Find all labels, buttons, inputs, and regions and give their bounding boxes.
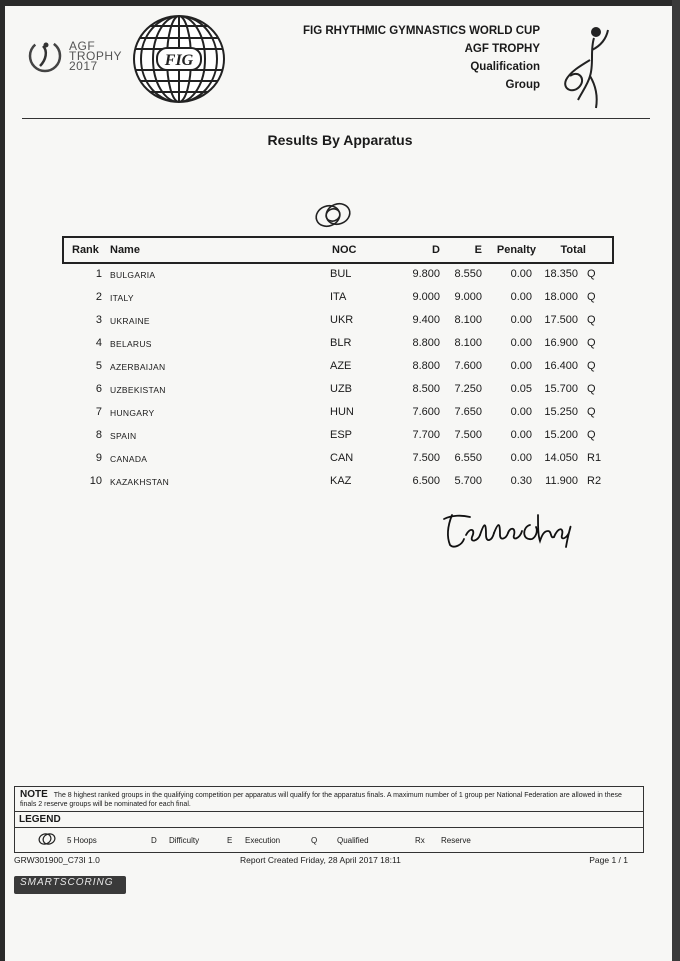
noc-cell: BUL [330,268,352,280]
note-section [15,787,643,812]
noc-cell: HUN [330,406,354,418]
difficulty-cell: 7.500 [412,452,440,464]
hoops-icon [37,832,57,848]
note-legend-box [14,786,644,853]
team-name-cell: CANADA [110,454,148,464]
execution-cell: 7.600 [454,360,482,372]
table-row [62,333,614,356]
legend-label-difficulty: Difficulty [169,836,200,845]
team-name-cell: BELARUS [110,339,152,349]
fig-logo [132,14,226,109]
qualification-cell: R1 [587,452,602,464]
event-name: AGF TROPHY [464,43,540,55]
total-cell: 15.250 [544,406,578,418]
noc-cell: AZE [330,360,352,372]
team-name-cell: KAZAKHSTAN [110,477,170,487]
agf-logo-line: TROPHY [69,49,123,63]
legend-label-hoops: 5 Hoops [67,836,97,845]
table-row [62,310,614,333]
legend-row [15,827,643,852]
scan-border-top [0,0,680,6]
execution-cell: 8.100 [454,337,482,349]
rank-cell: 8 [95,429,102,441]
difficulty-cell: 9.800 [412,268,440,280]
report-title: Results By Apparatus [267,132,413,148]
execution-cell: 7.500 [454,429,482,441]
rank-cell: 5 [95,360,102,372]
difficulty-cell: 8.500 [412,383,440,395]
fig-logo-text: FIG [164,52,194,69]
table-row [62,448,614,471]
agf-logo-line: AGF [69,39,96,53]
legend-label-qualified: Qualified [337,836,369,845]
difficulty-cell: 9.000 [412,291,440,303]
gymnast-ribbon-logo [560,20,614,121]
page-number: Page 1 / 1 [589,855,628,865]
qualification-cell: Q [587,383,596,395]
note-text: The 8 highest ranked groups in the qualifying competition per apparatus will qualify for the apparatus finals. A maximum number of 1 group per National Federation are allowed in these finals 2 reserve groups will be nominated for each final. [20,792,622,808]
table-header [62,236,614,264]
noc-cell: UZB [330,383,352,395]
team-name-cell: BULGARIA [110,270,156,280]
hoops-icon [312,200,354,235]
execution-cell: 6.550 [454,452,482,464]
rank-cell: 1 [95,268,102,280]
execution-cell: 8.100 [454,314,482,326]
total-cell: 11.900 [545,475,578,487]
penalty-cell: 0.05 [510,383,532,395]
total-cell: 18.350 [544,268,578,280]
penalty-cell: 0.00 [510,429,532,441]
table-row [62,379,614,402]
rank-cell: 4 [95,337,102,349]
legend-key-q: Q [311,836,318,845]
table-row [62,264,614,287]
category-name: Group [505,79,540,91]
note-label: NOTE [20,789,48,800]
penalty-cell: 0.00 [510,360,532,372]
agf-logo-line: 2017 [69,59,98,73]
header-divider [22,118,650,119]
total-cell: 16.400 [544,360,578,372]
agf-logo-text [69,41,122,71]
noc-cell: KAZ [330,475,352,487]
legend-label-execution: Execution [245,836,281,845]
total-cell: 15.700 [544,383,578,395]
team-name-cell: UKRAINE [110,316,150,326]
noc-cell: ESP [330,429,353,441]
execution-cell: 7.650 [454,406,482,418]
report-code: GRW301900_C73I 1.0 [14,855,100,865]
legend-label-reserve: Reserve [441,836,471,845]
table-row [62,402,614,425]
penalty-cell: 0.00 [510,291,532,303]
report-created: Report Created Friday, 28 April 2017 18:11 [240,855,401,865]
qualification-cell: Q [587,337,596,349]
agf-trophy-logo [25,36,125,80]
qualification-cell: Q [587,406,596,418]
difficulty-cell: 9.400 [412,314,440,326]
qualification-cell: Q [587,291,596,303]
total-cell: 15.200 [544,429,578,441]
execution-cell: 5.700 [454,475,482,487]
team-name-cell: HUNGARY [110,408,155,418]
table-row [62,425,614,448]
team-name-cell: UZBEKISTAN [110,385,166,395]
team-name-cell: AZERBAIJAN [110,362,166,372]
competition-header [303,22,540,94]
header-name: Name [110,244,140,256]
total-cell: 17.500 [544,314,578,326]
qualification-cell: Q [587,360,596,372]
penalty-cell: 0.00 [510,406,532,418]
rank-cell: 10 [89,475,102,487]
penalty-cell: 0.00 [510,337,532,349]
rank-cell: 6 [95,383,102,395]
judge-signature [440,505,580,560]
penalty-cell: 0.00 [510,268,532,280]
execution-cell: 8.550 [454,268,482,280]
phase-name: Qualification [470,61,540,73]
legend-key-e: E [227,836,233,845]
rank-cell: 3 [95,314,102,326]
table-row [62,287,614,310]
header-e: E [474,244,482,256]
qualification-cell: Q [587,268,596,280]
brand-name: SMARTSCORING [20,877,114,888]
qualification-cell: Q [587,429,596,441]
noc-cell: CAN [330,452,354,464]
table-body [62,264,614,494]
agf-emblem-icon [25,36,65,76]
noc-cell: ITA [330,291,347,303]
execution-cell: 7.250 [454,383,482,395]
header-total: Total [560,244,586,256]
legend-title: LEGEND [19,814,61,825]
difficulty-cell: 6.500 [412,475,440,487]
smartscoring-logo [14,876,126,894]
header-penalty: Penalty [496,244,536,256]
total-cell: 18.000 [544,291,578,303]
noc-cell: BLR [330,337,352,349]
header-noc: NOC [332,244,357,256]
qualification-cell: R2 [587,475,602,487]
header-d: D [432,244,440,256]
competition-title: FIG RHYTHMIC GYMNASTICS WORLD CUP [302,25,540,37]
difficulty-cell: 7.700 [412,429,440,441]
results-table [62,236,614,494]
penalty-cell: 0.00 [510,452,532,464]
table-row [62,356,614,379]
execution-cell: 9.000 [454,291,482,303]
total-cell: 16.900 [544,337,578,349]
difficulty-cell: 8.800 [412,360,440,372]
legend-key-d: D [151,836,157,845]
rank-cell: 7 [95,406,102,418]
team-name-cell: SPAIN [110,431,137,441]
noc-cell: UKR [330,314,354,326]
rank-cell: 2 [95,291,102,303]
penalty-cell: 0.00 [510,314,532,326]
rank-cell: 9 [95,452,102,464]
difficulty-cell: 7.600 [412,406,440,418]
difficulty-cell: 8.800 [412,337,440,349]
team-name-cell: ITALY [110,293,134,303]
table-row [62,471,614,494]
total-cell: 14.050 [544,452,578,464]
penalty-cell: 0.30 [510,475,532,487]
qualification-cell: Q [587,314,596,326]
legend-key-rx: Rx [415,836,425,845]
header-rank: Rank [72,244,99,256]
